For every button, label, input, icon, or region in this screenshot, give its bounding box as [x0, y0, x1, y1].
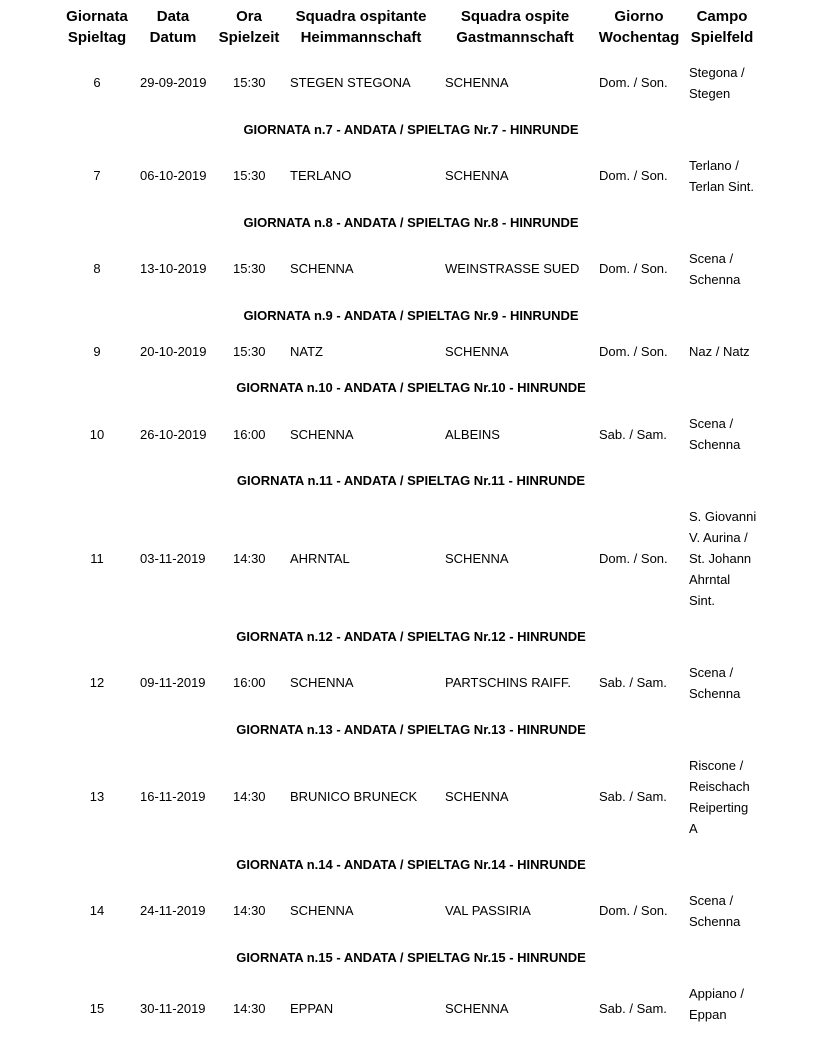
round-separator: GIORNATA n.14 - ANDATA / SPIELTAG Nr.14 - HINRUNDE [236, 857, 586, 872]
match-time: 14:30 [233, 903, 266, 918]
match-number: 15 [89, 1001, 105, 1016]
header-away-line2: Gastmannschaft [456, 29, 574, 46]
header-home-line2: Heimmannschaft [300, 29, 422, 46]
header-home-line1: Squadra ospitante [295, 8, 427, 25]
match-number: 14 [89, 903, 105, 918]
pitch-line: Terlano / [689, 158, 739, 173]
away-team: WEINSTRASSE SUED [445, 261, 580, 276]
header-ora-line1: Ora [236, 8, 262, 25]
match-number: 9 [93, 344, 101, 359]
match-number: 12 [89, 675, 105, 690]
header-away-line1: Squadra ospite [460, 8, 570, 25]
pitch-line: Schenna [689, 686, 741, 701]
pitch-line: Sint. [689, 593, 716, 608]
match-date: 20-10-2019 [140, 344, 207, 359]
header-giornata [57, 6, 137, 48]
match-number: 10 [89, 427, 105, 442]
pitch-line: Scena / [689, 416, 734, 431]
weekday: Dom. / Son. [599, 75, 668, 90]
away-team: SCHENNA [445, 168, 509, 183]
match-number: 11 [90, 551, 104, 566]
home-team: SCHENNA [290, 261, 354, 276]
pitch-line: Schenna [689, 272, 741, 287]
match-date: 29-09-2019 [140, 75, 207, 90]
pitch-line: Eppan [689, 1007, 727, 1022]
pitch [689, 155, 769, 197]
pitch-line: Scena / [689, 665, 734, 680]
pitch-line: V. Aurina / [689, 530, 748, 545]
weekday: Dom. / Son. [599, 551, 668, 566]
weekday: Dom. / Son. [599, 261, 668, 276]
away-team: SCHENNA [445, 1001, 509, 1016]
pitch-line: Appiano / [689, 986, 744, 1001]
match-date: 13-10-2019 [140, 261, 207, 276]
match-time: 15:30 [233, 261, 266, 276]
match-date: 03-11-2019 [140, 551, 206, 566]
home-team: EPPAN [290, 1001, 334, 1016]
weekday: Sab. / Sam. [599, 675, 667, 690]
pitch-line: Scena / [689, 893, 734, 908]
pitch-line: Schenna [689, 437, 741, 452]
header-campo [682, 6, 762, 48]
pitch [689, 755, 769, 839]
match-number: 13 [89, 789, 105, 804]
header-data-line2: Datum [149, 29, 197, 46]
match-time: 15:30 [233, 168, 266, 183]
pitch-line: Reiperting [689, 800, 749, 815]
round-separator: GIORNATA n.12 - ANDATA / SPIELTAG Nr.12 - HINRUNDE [236, 629, 586, 644]
home-team: TERLANO [290, 168, 352, 183]
weekday: Dom. / Son. [599, 903, 668, 918]
home-team: SCHENNA [290, 903, 354, 918]
header-away [440, 6, 590, 48]
header-giorno [594, 6, 684, 48]
home-team: NATZ [290, 344, 323, 359]
home-team: AHRNTAL [290, 551, 350, 566]
header-data-line1: Data [156, 8, 190, 25]
match-date: 30-11-2019 [140, 1001, 206, 1016]
pitch-line: Stegen [689, 86, 731, 101]
header-campo-line1: Campo [696, 8, 748, 25]
away-team: SCHENNA [445, 344, 509, 359]
away-team: SCHENNA [445, 551, 509, 566]
pitch-line: Stegona / [689, 65, 745, 80]
header-giorno-line2: Wochentag [598, 29, 680, 46]
header-giornata-line2: Spieltag [67, 29, 127, 46]
pitch [689, 248, 769, 290]
match-number: 7 [93, 168, 101, 183]
match-date: 24-11-2019 [140, 903, 206, 918]
pitch-line: S. Giovanni [689, 509, 757, 524]
round-separator: GIORNATA n.7 - ANDATA / SPIELTAG Nr.7 - HINRUNDE [243, 122, 579, 137]
match-number: 6 [93, 75, 101, 90]
pitch [689, 341, 769, 362]
match-date: 06-10-2019 [140, 168, 207, 183]
match-time: 16:00 [233, 675, 266, 690]
away-team: VAL PASSIRIA [445, 903, 531, 918]
match-time: 15:30 [233, 344, 266, 359]
weekday: Dom. / Son. [599, 344, 668, 359]
weekday: Sab. / Sam. [599, 1001, 667, 1016]
header-home [286, 6, 436, 48]
pitch [689, 413, 769, 455]
pitch-line: Schenna [689, 914, 741, 929]
match-time: 14:30 [233, 551, 266, 566]
pitch [689, 983, 769, 1025]
away-team: PARTSCHINS RAIFF. [445, 675, 571, 690]
round-separator: GIORNATA n.13 - ANDATA / SPIELTAG Nr.13 - HINRUNDE [236, 722, 586, 737]
round-separator: GIORNATA n.15 - ANDATA / SPIELTAG Nr.15 - HINRUNDE [236, 950, 586, 965]
pitch-line: Naz / Natz [689, 344, 750, 359]
match-date: 26-10-2019 [140, 427, 207, 442]
weekday: Sab. / Sam. [599, 789, 667, 804]
match-date: 16-11-2019 [140, 789, 206, 804]
weekday: Sab. / Sam. [599, 427, 667, 442]
away-team: SCHENNA [445, 789, 509, 804]
home-team: SCHENNA [290, 675, 354, 690]
home-team: STEGEN STEGONA [290, 75, 411, 90]
header-giorno-line1: Giorno [614, 8, 664, 25]
pitch-line: Terlan Sint. [689, 179, 755, 194]
weekday: Dom. / Son. [599, 168, 668, 183]
pitch-line: Reischach [689, 779, 750, 794]
round-separator: GIORNATA n.11 - ANDATA / SPIELTAG Nr.11 - HINRUNDE [236, 473, 586, 488]
round-separator: GIORNATA n.9 - ANDATA / SPIELTAG Nr.9 - HINRUNDE [243, 308, 579, 323]
pitch [689, 506, 769, 611]
match-date: 09-11-2019 [140, 675, 206, 690]
pitch-line: A [689, 821, 698, 836]
round-separator: GIORNATA n.10 - ANDATA / SPIELTAG Nr.10 - HINRUNDE [236, 380, 586, 395]
header-giornata-line1: Giornata [66, 8, 128, 25]
match-number: 8 [93, 261, 101, 276]
pitch [689, 890, 769, 932]
pitch-line: Scena / [689, 251, 734, 266]
header-data [133, 6, 213, 48]
match-time: 14:30 [233, 789, 266, 804]
home-team: SCHENNA [290, 427, 354, 442]
header-campo-line2: Spielfeld [690, 29, 754, 46]
pitch [689, 62, 769, 104]
pitch [689, 662, 769, 704]
header-ora-line2: Spielzeit [218, 29, 280, 46]
match-time: 15:30 [233, 75, 266, 90]
pitch-line: Ahrntal [689, 572, 731, 587]
match-time: 14:30 [233, 1001, 266, 1016]
round-separator: GIORNATA n.8 - ANDATA / SPIELTAG Nr.8 - HINRUNDE [243, 215, 579, 230]
pitch-line: St. Johann [689, 551, 752, 566]
away-team: ALBEINS [445, 427, 500, 442]
away-team: SCHENNA [445, 75, 509, 90]
header-ora [209, 6, 289, 48]
match-time: 16:00 [233, 427, 266, 442]
pitch-line: Riscone / [689, 758, 744, 773]
home-team: BRUNICO BRUNECK [290, 789, 418, 804]
